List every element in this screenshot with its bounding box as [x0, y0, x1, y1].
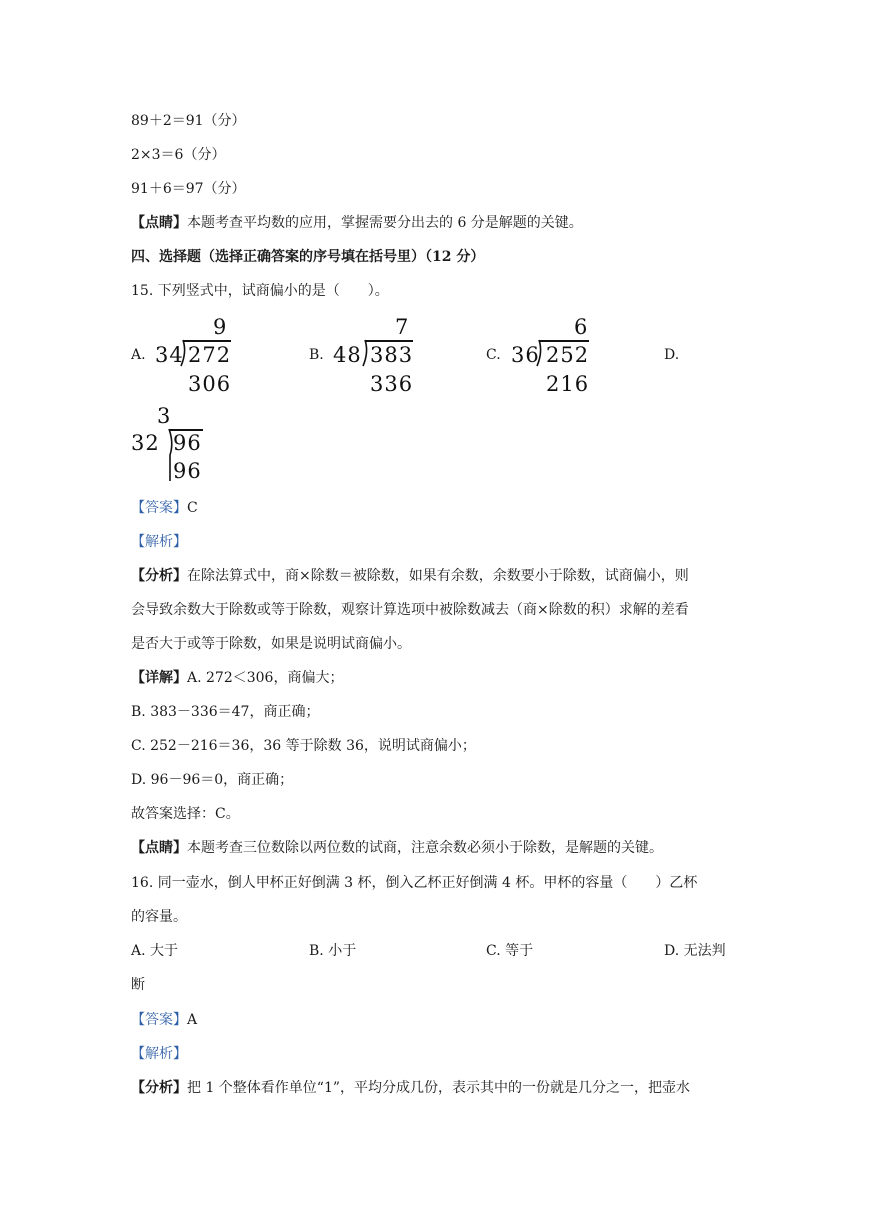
calc-line-3: 91＋6＝97（分）	[131, 181, 246, 197]
fenxi-tag: 【分析】	[131, 568, 187, 584]
xiangjie-text-a: A. 272＜306，商偏大；	[187, 670, 344, 686]
long-division-a	[155, 316, 245, 398]
q15-xiangjie-d: D. 96－96＝0，商正确；	[131, 772, 294, 788]
quotient-a: 9	[213, 315, 228, 339]
answer-value: C	[187, 500, 198, 516]
q15-option-b-label: B.	[309, 347, 324, 363]
quotient-d: 3	[157, 404, 172, 428]
q15-option-c-label: C.	[486, 347, 501, 363]
q15-xiangjie-c: C. 252－216＝36，36 等于除数 36，说明试商偏小；	[131, 738, 476, 754]
q16-answer-tag: 【答案】	[131, 1012, 187, 1028]
dianjing-text-2: 本题考查三位数除以两位数的试商，注意余数必须小于除数，是解题的关键。	[187, 840, 663, 856]
q16-fenxi-tag: 【分析】	[131, 1080, 187, 1096]
answer-tag: 【答案】	[131, 500, 187, 516]
q15-dianjing	[131, 838, 663, 858]
q16-option-c: C. 等于	[486, 943, 534, 959]
q15-xiangjie-a	[131, 668, 343, 688]
dianjing-text: 本题考查平均数的应用，掌握需要分出去的 6 分是解题的关键。	[187, 215, 583, 231]
calc-line-2: 2×3＝6（分）	[131, 147, 226, 163]
dianjing-tag-2: 【点睛】	[131, 840, 187, 856]
calc-line-1: 89＋2＝91（分）	[131, 113, 246, 129]
q16-analysis-tag: 【解析】	[131, 1046, 187, 1062]
dividend-b: 383	[370, 343, 414, 367]
q15-fenxi-2: 会导致余数大于除数或等于除数，观察计算选项中被除数减去（商×除数的积）求解的差看	[131, 602, 689, 618]
q15-xiangjie-b: B. 383－336＝47，商正确；	[131, 704, 320, 720]
q15-conclusion: 故答案选择：C。	[131, 806, 240, 822]
q16-option-b: B. 小于	[309, 943, 357, 959]
q16-answer-value: A	[187, 1012, 198, 1028]
long-division-d	[131, 405, 211, 487]
dianjing-tag: 【点睛】	[131, 215, 187, 231]
q16-answer	[131, 1010, 197, 1030]
q15-fenxi-1	[131, 566, 689, 586]
q15-option-a-label: A.	[131, 347, 146, 363]
product-c: 216	[546, 372, 590, 396]
divisor-c: 36	[511, 343, 540, 367]
q16-option-a: A. 大于	[131, 943, 179, 959]
question-16-stem-1: 16. 同一壶水，倒人甲杯正好倒满 3 杯，倒入乙杯正好倒满 4 杯。甲杯的容量（ ）乙杯	[131, 875, 698, 891]
section-heading: 四、选择题（选择正确答案的序号填在括号里）（12 分）	[131, 249, 485, 265]
q15-answer	[131, 498, 198, 518]
quotient-c: 6	[574, 315, 589, 339]
question-16-stem-2: 的容量。	[131, 909, 187, 925]
q15-fenxi-3: 是否大于或等于除数，如果是说明试商偏小。	[131, 636, 411, 652]
product-d: 96	[173, 459, 202, 483]
q16-option-d-cont: 断	[131, 977, 145, 993]
fenxi-text-1: 在除法算式中，商×除数＝被除数，如果有余数，余数要小于除数，试商偏小，则	[187, 568, 689, 584]
dividend-d: 96	[173, 431, 202, 455]
long-division-c	[511, 316, 601, 398]
divisor-d: 32	[131, 431, 160, 455]
divisor-a: 34	[155, 343, 184, 367]
q16-option-d: D. 无法判	[664, 943, 726, 959]
quotient-b: 7	[395, 315, 410, 339]
dividend-c: 252	[546, 343, 590, 367]
dianjing-paragraph-1	[131, 213, 583, 233]
product-b: 336	[370, 372, 414, 396]
q15-option-d-label: D.	[664, 347, 680, 363]
divisor-b: 48	[333, 343, 362, 367]
question-15-stem: 15. 下列竖式中，试商偏小的是（ ）。	[131, 283, 389, 299]
q16-fenxi-1	[131, 1078, 690, 1098]
q15-analysis-tag: 【解析】	[131, 534, 187, 550]
long-division-b	[333, 316, 423, 398]
xiangjie-tag: 【详解】	[131, 670, 187, 686]
product-a: 306	[188, 372, 232, 396]
dividend-a: 272	[188, 343, 232, 367]
q16-fenxi-text-1: 把 1 个整体看作单位“1”，平均分成几份，表示其中的一份就是几分之一，把壶水	[187, 1080, 691, 1096]
